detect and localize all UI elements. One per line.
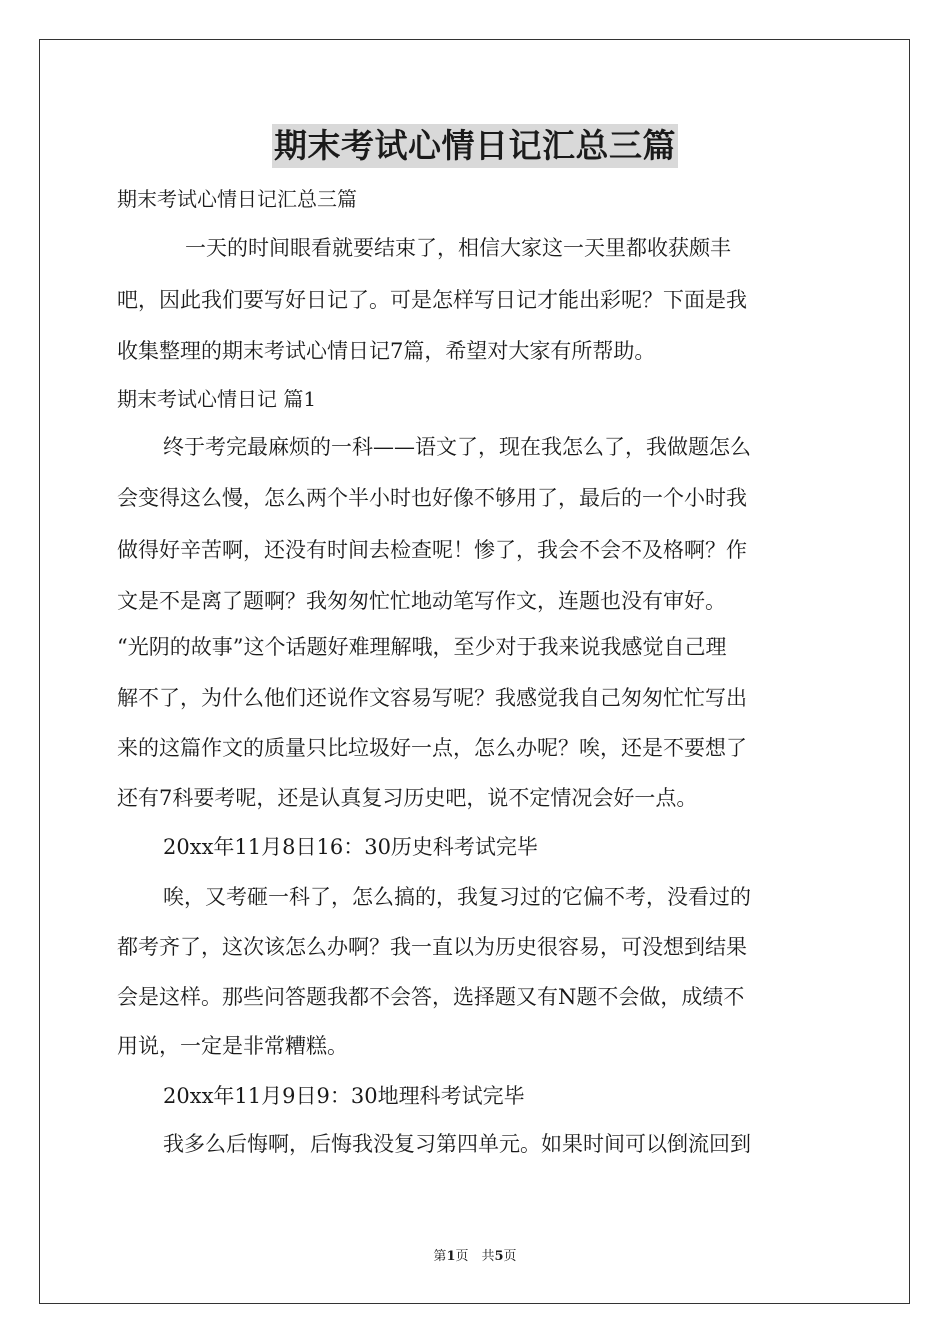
title-container	[0, 124, 950, 168]
paragraph-line: “光阴的故事”这个话题好难理解哦，至少对于我来说我感觉自己理	[117, 635, 727, 659]
dateline: 20xx年11月8日16：30历史科考试完毕	[163, 835, 538, 859]
paragraph-line: 做得好辛苦啊，还没有时间去检查呢！惨了，我会不会不及格啊？作	[117, 538, 747, 562]
paragraph-line: 会变得这么慢，怎么两个半小时也好像不够用了，最后的一个小时我	[117, 486, 747, 510]
footer-total-pages: 5	[494, 1249, 504, 1264]
document-subtitle: 期末考试心情日记汇总三篇	[117, 187, 357, 211]
intro-line: 一天的时间眼看就要结束了，相信大家这一天里都收获颇丰	[185, 236, 731, 260]
footer-suffix: 页	[503, 1249, 517, 1264]
paragraph-line: 我多么后悔啊，后悔我没复习第四单元。如果时间可以倒流回到	[163, 1132, 751, 1156]
footer-current-page: 1	[446, 1249, 456, 1264]
paragraph-line: 来的这篇作文的质量只比垃圾好一点，怎么办呢？唉，还是不要想了	[117, 736, 747, 760]
intro-line: 收集整理的期末考试心情日记7篇，希望对大家有所帮助。	[117, 339, 656, 363]
paragraph-line: 还有7科要考呢，还是认真复习历史吧，说不定情况会好一点。	[117, 786, 698, 810]
paragraph-line: 终于考完最麻烦的一科——语文了，现在我怎么了，我做题怎么	[163, 435, 751, 459]
page-number-footer	[0, 1248, 950, 1266]
paragraph-line: 解不了，为什么他们还说作文容易写呢？我感觉我自己匆匆忙忙写出	[117, 686, 747, 710]
dateline: 20xx年11月9日9：30地理科考试完毕	[163, 1084, 525, 1108]
paragraph-line: 用说，一定是非常糟糕。	[117, 1034, 348, 1058]
footer-prefix: 第	[433, 1249, 447, 1264]
intro-line: 吧，因此我们要写好日记了。可是怎样写日记才能出彩呢？下面是我	[117, 288, 747, 312]
page-border	[39, 39, 910, 1304]
paragraph-line: 唉，又考砸一科了，怎么搞的，我复习过的它偏不考，没看过的	[163, 885, 751, 909]
paragraph-line: 文是不是离了题啊？我匆匆忙忙地动笔写作文，连题也没有审好。	[117, 589, 726, 613]
footer-middle: 页 共	[455, 1249, 495, 1264]
document-title: 期末考试心情日记汇总三篇	[272, 124, 678, 168]
paragraph-line: 会是这样。那些问答题我都不会答，选择题又有N题不会做，成绩不	[117, 985, 745, 1009]
section-heading: 期末考试心情日记 篇1	[117, 387, 317, 411]
paragraph-line: 都考齐了，这次该怎么办啊？我一直以为历史很容易，可没想到结果	[117, 935, 747, 959]
